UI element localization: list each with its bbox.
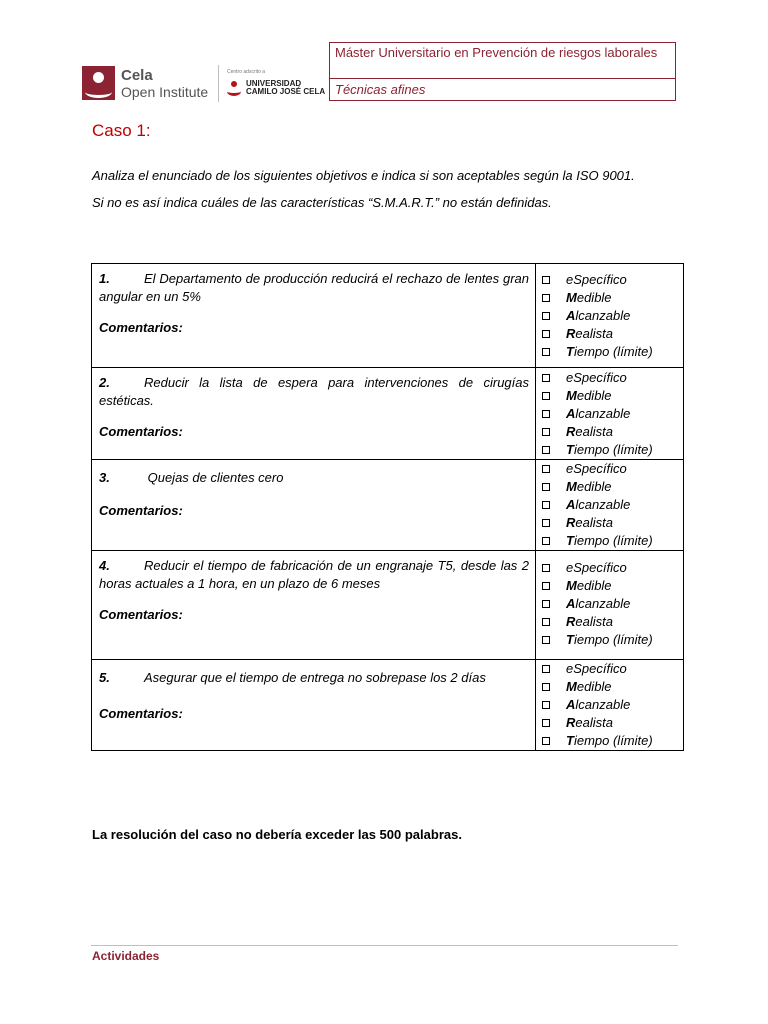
header-box: [329, 42, 676, 101]
objective-text: Quejas de clientes cero: [144, 470, 284, 485]
checkbox-icon[interactable]: [542, 600, 550, 608]
footer-divider: [91, 945, 678, 946]
objective-row: [92, 551, 684, 660]
smart-option-medible[interactable]: Medible: [542, 577, 683, 595]
checkbox-icon[interactable]: [542, 665, 550, 673]
comments-label: Comentarios:: [99, 424, 183, 439]
smart-option-alcanzable[interactable]: Alcanzable: [542, 496, 683, 514]
checkbox-icon[interactable]: [542, 294, 550, 302]
footer-label: Actividades: [92, 949, 160, 963]
checkbox-icon[interactable]: [542, 446, 550, 454]
checkbox-icon[interactable]: [542, 312, 550, 320]
smart-option-realista[interactable]: Realista: [542, 423, 683, 441]
smart-option-medible[interactable]: Medible: [542, 289, 683, 307]
comments-label: Comentarios:: [99, 706, 183, 721]
smart-option-realista[interactable]: Realista: [542, 613, 683, 631]
smart-option-medible[interactable]: Medible: [542, 387, 683, 405]
checkbox-icon[interactable]: [542, 276, 550, 284]
checkbox-icon[interactable]: [542, 501, 550, 509]
checkbox-icon[interactable]: [542, 465, 550, 473]
checkbox-icon[interactable]: [542, 428, 550, 436]
objective-number: 2.: [99, 375, 110, 390]
ucjc-logo: [227, 69, 325, 97]
cela-logo-icon: [82, 66, 115, 100]
checkbox-icon[interactable]: [542, 737, 550, 745]
checkbox-icon[interactable]: [542, 519, 550, 527]
smart-option-realista[interactable]: Realista: [542, 714, 683, 732]
ucjc-caption: Centro adscrito a: [227, 69, 266, 75]
case-title: Caso 1:: [92, 121, 151, 140]
checkbox-icon[interactable]: [542, 483, 550, 491]
checkbox-icon[interactable]: [542, 701, 550, 709]
smart-option-tiempo[interactable]: Tiempo (límite): [542, 441, 683, 459]
smart-option-realista[interactable]: Realista: [542, 325, 683, 343]
smart-option-tiempo[interactable]: Tiempo (límite): [542, 343, 683, 361]
smart-options-cell: [536, 551, 684, 660]
objective-cell: [92, 264, 536, 368]
smart-option-alcanzable[interactable]: Alcanzable: [542, 696, 683, 714]
objective-text: Reducir la lista de espera para intervenciones de cirugías estéticas.: [99, 375, 529, 408]
objective-row: [92, 460, 684, 551]
checkbox-icon[interactable]: [542, 564, 550, 572]
checkbox-icon[interactable]: [542, 537, 550, 545]
objective-text: Asegurar que el tiempo de entrega no sobrepase los 2 días: [144, 670, 486, 685]
cela-brand: Cela: [121, 66, 153, 84]
ucjc-line2: CAMILO JOSÉ CELA: [246, 87, 326, 97]
smart-option-tiempo[interactable]: Tiempo (límite): [542, 732, 683, 750]
smart-option-especifico[interactable]: eSpecífico: [542, 271, 683, 289]
objective-row: [92, 368, 684, 460]
checkbox-icon[interactable]: [542, 636, 550, 644]
checkbox-icon[interactable]: [542, 719, 550, 727]
checkbox-icon[interactable]: [542, 348, 550, 356]
objective-cell: [92, 660, 536, 751]
smart-options-cell: [536, 460, 684, 551]
ucjc-line1: UNIVERSIDAD: [246, 79, 302, 88]
objective-number: 3.: [99, 470, 110, 485]
objective-text: El Departamento de producción reducirá el rechazo de lentes gran angular en un 5%: [99, 271, 529, 304]
comments-label: Comentarios:: [99, 503, 183, 518]
smart-option-alcanzable[interactable]: Alcanzable: [542, 307, 683, 325]
smart-option-medible[interactable]: Medible: [542, 478, 683, 496]
instruction-line-1: Analiza el enunciado de los siguientes objetivos e indica si son aceptables según la ISO 9001.: [92, 168, 635, 183]
smart-option-medible[interactable]: Medible: [542, 678, 683, 696]
checkbox-icon[interactable]: [542, 374, 550, 382]
cela-logo: [82, 66, 208, 100]
checkbox-icon[interactable]: [542, 683, 550, 691]
instruction-line-2: Si no es así indica cuáles de las características “S.M.A.R.T.” no están definidas.: [92, 195, 552, 210]
smart-options-cell: [536, 264, 684, 368]
smart-option-tiempo[interactable]: Tiempo (límite): [542, 532, 683, 550]
smart-option-realista[interactable]: Realista: [542, 514, 683, 532]
smart-option-especifico[interactable]: eSpecífico: [542, 369, 683, 387]
objective-row: [92, 264, 684, 368]
smart-option-alcanzable[interactable]: Alcanzable: [542, 405, 683, 423]
objective-row: [92, 660, 684, 751]
objectives-table: [91, 263, 684, 751]
smart-option-especifico[interactable]: eSpecífico: [542, 460, 683, 478]
objective-cell: [92, 368, 536, 460]
checkbox-icon[interactable]: [542, 330, 550, 338]
smart-option-alcanzable[interactable]: Alcanzable: [542, 595, 683, 613]
smart-option-especifico[interactable]: eSpecífico: [542, 660, 683, 678]
resolution-note: La resolución del caso no debería exceder las 500 palabras.: [92, 827, 462, 842]
objective-number: 1.: [99, 271, 110, 286]
smart-option-tiempo[interactable]: Tiempo (límite): [542, 631, 683, 649]
logo-divider: [218, 65, 219, 102]
subject-title: Técnicas afines: [335, 82, 426, 97]
cela-subtitle: Open Institute: [121, 83, 209, 100]
checkbox-icon[interactable]: [542, 392, 550, 400]
comments-label: Comentarios:: [99, 607, 183, 622]
objective-number: 5.: [99, 670, 110, 685]
program-title: Máster Universitario en Prevención de riesgos laborales: [330, 43, 675, 79]
objective-cell: [92, 460, 536, 551]
comments-label: Comentarios:: [99, 320, 183, 335]
smart-option-especifico[interactable]: eSpecífico: [542, 559, 683, 577]
objective-cell: [92, 551, 536, 660]
checkbox-icon[interactable]: [542, 582, 550, 590]
smart-options-cell: [536, 368, 684, 460]
smart-options-cell: [536, 660, 684, 751]
objective-number: 4.: [99, 558, 110, 573]
ucjc-logo-icon: [227, 81, 241, 95]
checkbox-icon[interactable]: [542, 618, 550, 626]
objective-text: Reducir el tiempo de fabricación de un engranaje T5, desde las 2 horas actuales a 1 hora, en un plazo de 6 meses: [99, 558, 529, 591]
checkbox-icon[interactable]: [542, 410, 550, 418]
